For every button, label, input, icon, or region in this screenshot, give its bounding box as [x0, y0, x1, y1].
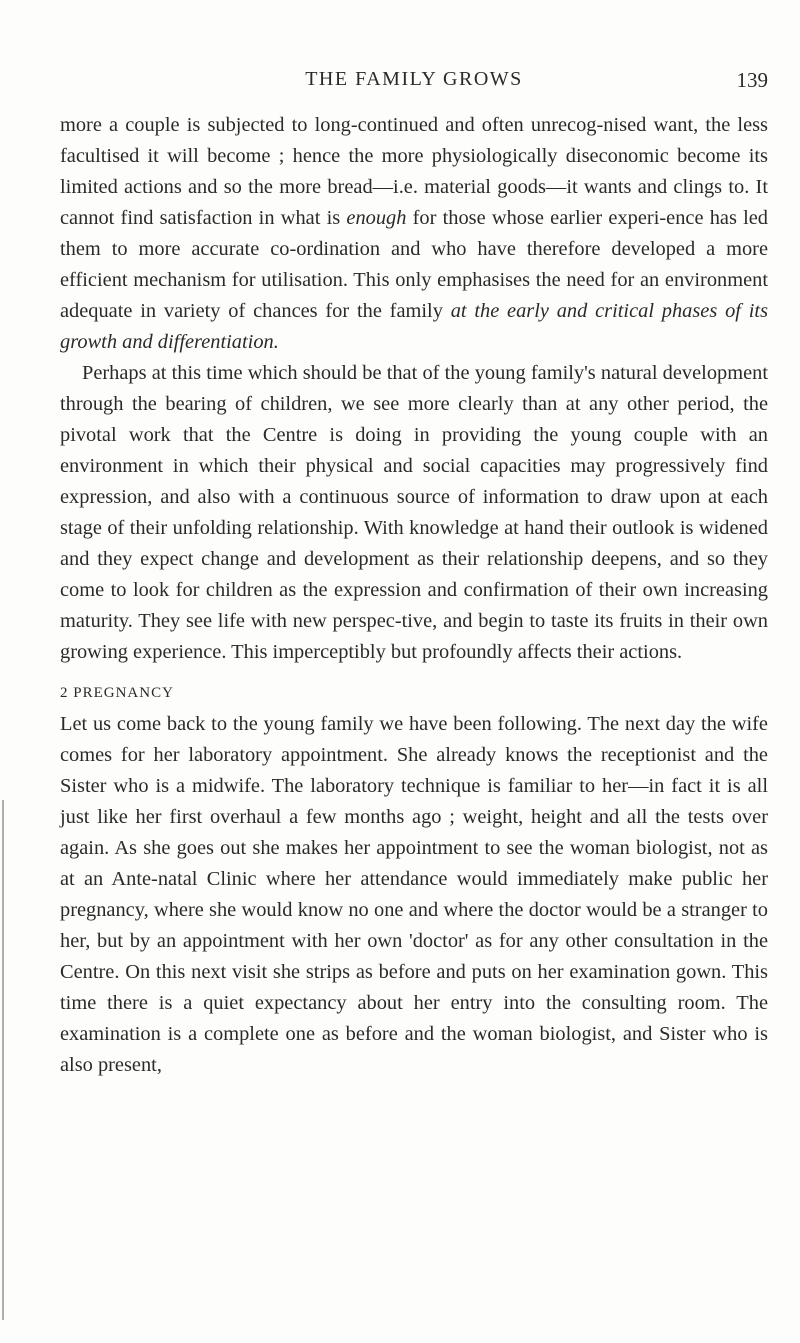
section-title: PREGNANCY — [73, 685, 174, 701]
body-text — [60, 110, 768, 1081]
scan-edge-shadow — [2, 800, 4, 1320]
section-heading — [60, 681, 768, 705]
paragraph-continuation — [60, 110, 768, 358]
emphasis-early-phases: at the early and critical phases of its growth and differentiation. — [60, 300, 768, 353]
section-number: 2 — [60, 685, 69, 701]
paragraph-pregnancy: Let us come back to the young family we have been following. The next day the wife comes for her laboratory appointment. She already knows the receptionist and the Sister who is a midwife. The laboratory technique is familiar to her—in fact it is all just like her first overhaul a few months ago ; weight, height and all the tests over again. As she goes out she makes her appointment to see the woman biologist, not as at an Ante-natal Clinic where her attendance would immediately make public her pregnancy, where she would know no one and where the doctor would be a stranger to her, but by an appointment with her own 'doctor' as for any other consultation in the Centre. On this next visit she strips as before and puts on her examination gown. This time there is a quiet expectancy about her entry into the consulting room. The examination is a complete one as before and the woman biologist, and Sister who is also present, — [60, 713, 768, 1076]
paragraph-1-text-b: for those whose earlier experi-ence has led them to more accurate co-ordination and who have therefore developed a more efficient mechanism for utilisation. This only emphasises the need for an environment adequate in variety of chances for the family — [60, 207, 769, 322]
paragraph-1-text-a: more a couple is subjected to long-continued and often unrecog-nised want, the less facultised it will become ; hence the more physiologically diseconomic become its limited actions and so the more bread—i.e. material goods—it wants and clings to. It cannot find satisfaction in what is — [60, 114, 768, 229]
page-header — [60, 68, 768, 98]
running-head: THE FAMILY GROWS — [305, 68, 523, 90]
emphasis-enough: enough — [346, 207, 407, 229]
paragraph-perhaps: Perhaps at this time which should be that of the young family's natural development through the bearing of children, we see more clearly than at any other period, the pivotal work that the Centre is doing in providing the young couple with an environment in which their physical and social capacities may progressively find expression, and also with a continuous source of information to draw upon at each stage of their unfolding relationship. With knowledge at hand their outlook is widened and they expect change and development as their relationship deepens, and so they come to look for children as the expression and confirmation of their own increasing maturity. They see life with new perspec-tive, and begin to taste its fruits in their own growing experience. This imperceptibly but profoundly affects their actions. — [60, 362, 768, 663]
page-number: 139 — [736, 68, 768, 92]
